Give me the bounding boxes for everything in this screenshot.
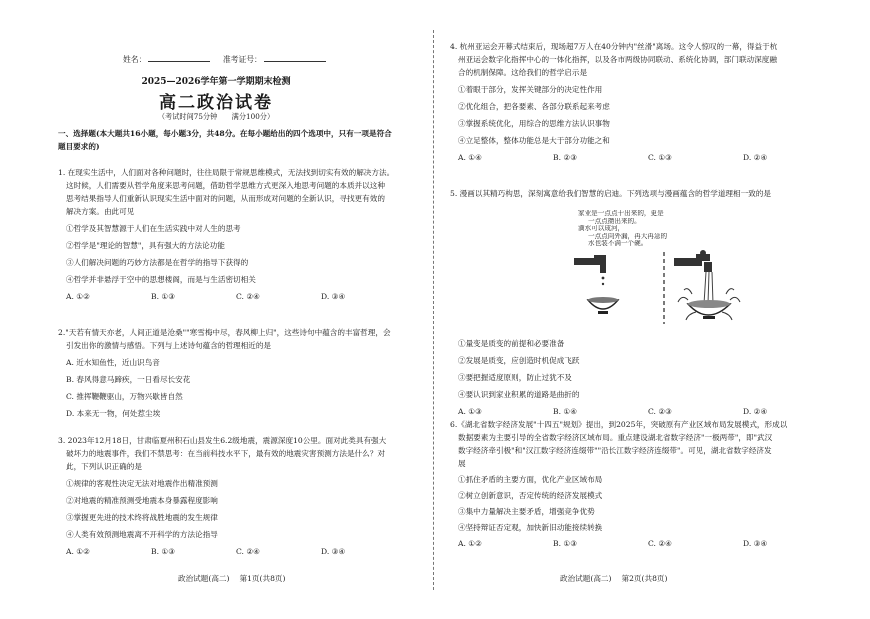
option-b[interactable]: B. 春风得意马蹄疾，一日看尽长安花 (66, 375, 191, 384)
option-d[interactable]: D. ③④ (321, 547, 346, 556)
footer-left: 政治试题(高二) 第1页(共8页) (178, 574, 286, 583)
option-b[interactable]: B. ①③ (553, 539, 578, 548)
cartoon-caption: 家业是一点点干出来的，更是 一点点攒出来的。 滴水可以成河， 一点点向外漏，再大再急的 水也装不满一个碗。 (578, 210, 668, 248)
name-label: 姓名： (123, 55, 147, 64)
option-d[interactable]: D. ②④ (743, 407, 768, 416)
option-d[interactable]: D. ②④ (743, 153, 768, 162)
question-3: 3. 2023年12月18日，甘肃临夏州积石山县发生6.2级地震，震源深度10公里。面对此类具有强大 破坏力的地震事件，我们不禁思考：在当前科技水平下，最有效的地震灾害预测方法是什么？对 此，下列认识正确的是 ①规律的客观性决定无法对地震作出精准预测 ②对地震的精准预测受地震本身暴露程度影响 ③掌握更先进的技术终将战胜地震的发生规律 ④人类有效预测地震离不开科学的方法论指导 A. ①② B. ①③ C. ②④ D. ③④ (58, 434, 424, 558)
option-d[interactable]: D. ③④ (321, 292, 346, 301)
option-b[interactable]: B. ②③ (553, 153, 578, 162)
question-6-options (450, 537, 838, 550)
option-c[interactable]: C. ①③ (648, 153, 672, 162)
question-1-options (58, 290, 406, 303)
option-c[interactable]: C. ②③ (648, 407, 672, 416)
exam-title: 高二政治试卷 (159, 93, 273, 113)
question-3-options (58, 545, 406, 558)
left-page (0, 0, 432, 619)
cartoon-faucet (570, 208, 760, 326)
question-4-options (450, 151, 838, 164)
right-page (436, 0, 870, 619)
section-one-heading: 一、选择题(本大题共16小题，每小题3分，共48分。在每小题给出的四个选项中，只有一项是符合 题目要求的) (58, 129, 392, 151)
option-a[interactable]: A. ①② (458, 539, 482, 548)
option-c[interactable]: C. ②④ (648, 539, 672, 548)
ticket-blank[interactable] (264, 53, 326, 62)
faucet-illustration (570, 208, 760, 326)
exam-year: 2025—2026学年第一学期期末检测 (141, 77, 291, 87)
question-5: 5. 漫画以其精巧构思，深刻寓意给我们智慧的启迪。下列选项与漫画蕴含的哲学道理相一致的是 (450, 189, 771, 198)
option-a[interactable]: A. ①③ (458, 407, 482, 416)
exam-time: （考试时间75分钟 满分100分） (157, 112, 275, 121)
option-c[interactable]: C. ②④ (236, 292, 260, 301)
question-1: 1. 在现实生活中，人们面对各种问题时，往往局限于常规思维模式，无法找到切实有效的解决方法。 这时候，人们需要从哲学角度来思考问题，借助哲学思维方式更深入地思考问题的本质并以这种 思考结果指导人们重新认识现实生活中面对的问题，从而形成对问题的全新认识，寻找更有效的 解决方案。由此可见 ①哲学及其智慧源于人们在生活实践中对人生的思考 ②哲学是"理论的智慧"，具有强大的方法论功能 ③人们解决问题的巧妙方法都是在哲学的指导下获得的 ④哲学并非悬浮于空中的思想楼阁，而是与生活密切相关 A. ①② B. ①③ C. ②④ D. ③④ (58, 166, 424, 303)
name-blank[interactable] (148, 53, 210, 62)
candidate-info (123, 53, 336, 65)
page-divider (433, 30, 434, 590)
option-d[interactable]: D. 本来无一物，何处惹尘埃 (66, 409, 161, 418)
option-b[interactable]: B. ①③ (151, 547, 176, 556)
option-b[interactable]: B. ①③ (151, 292, 176, 301)
footer-right: 政治试题(高二) 第2页(共8页) (560, 574, 668, 583)
option-c[interactable]: C. 推挥鞭鞭驱山，万物兴歇皆自然 (66, 392, 183, 401)
ticket-label: 准考证号： (222, 55, 262, 64)
question-5-options (450, 405, 838, 418)
option-a[interactable]: A. ①② (66, 292, 90, 301)
option-a[interactable]: A. 近水知鱼性，近山识鸟音 (66, 358, 160, 367)
option-b[interactable]: B. ①④ (553, 407, 578, 416)
option-a[interactable]: A. ①② (66, 547, 90, 556)
question-4: 4. 杭州亚运会开幕式结束后，现场超7万人在40分钟内"丝滑"离场。这令人惊叹的一幕，得益于杭 州亚运会数字化指挥中心的一体化指挥，以及各市两级协同联动、系统化协调，部门联动深度融 合的机制保障。这给我们的哲学启示是 ①着眼于部分，发挥关键部分的决定性作用 ②优化组合，把各要素、各部分联系起来考虑 ③掌握系统优化，用综合的思维方法认识事物 ④立足整体，整体功能总是大于部分功能之和 A. ①④ B. ②③ C. ①③ D. ②④ (450, 40, 858, 164)
question-5-choices: ①量变是质变的前提和必要准备 ②发展是质变，应创造时机促成飞跃 ③要把握适度原则，防止过犹不及 ④要认识到家业积累的道路是曲折的 A. ①③ B. ①④ C. ②③ D. ②④ (450, 333, 858, 418)
option-a[interactable]: A. ①④ (458, 153, 482, 162)
question-2: 2."天若有情天亦老，人间正道是沧桑""寒雪梅中尽，春风柳上归"，这些诗句中蕴含的丰富哲理，会 引发出你的激情与感悟。下列与上述诗句蕴含的哲理相近的是 A. 近水知鱼性，近山识鸟音 B. 春风得意马蹄疾，一日看尽长安花 C. 推挥鞭鞭驱山，万物兴歇皆自然 D. 本来无一物，何处惹尘埃 (58, 326, 424, 420)
question-6: 6.《湖北省数字经济发展"十四五"规划》提出，到2025年，突破原有产业区域布局发展模式，形成以 数据要素为主要引导的全省数字经济区域布局。重点建设湖北省数字经济"一极两带"，即"武汉 数字经济牵引极"和"汉江数字经济连缀带""沿长江数字经济连缀带"。可见，湖北省数字经济发 展 ①抓住矛盾的主要方面，优化产业区域布局 ②树立创新意识，否定传统的经济发展模式 ③集中力量解决主要矛盾，增强竞争优势 ④坚持辩证否定观，加快新旧动能接续转换 A. ①② B. ①③ C. ②④ D. ③④ (450, 418, 858, 550)
option-c[interactable]: C. ②④ (236, 547, 260, 556)
option-d[interactable]: D. ③④ (743, 539, 768, 548)
